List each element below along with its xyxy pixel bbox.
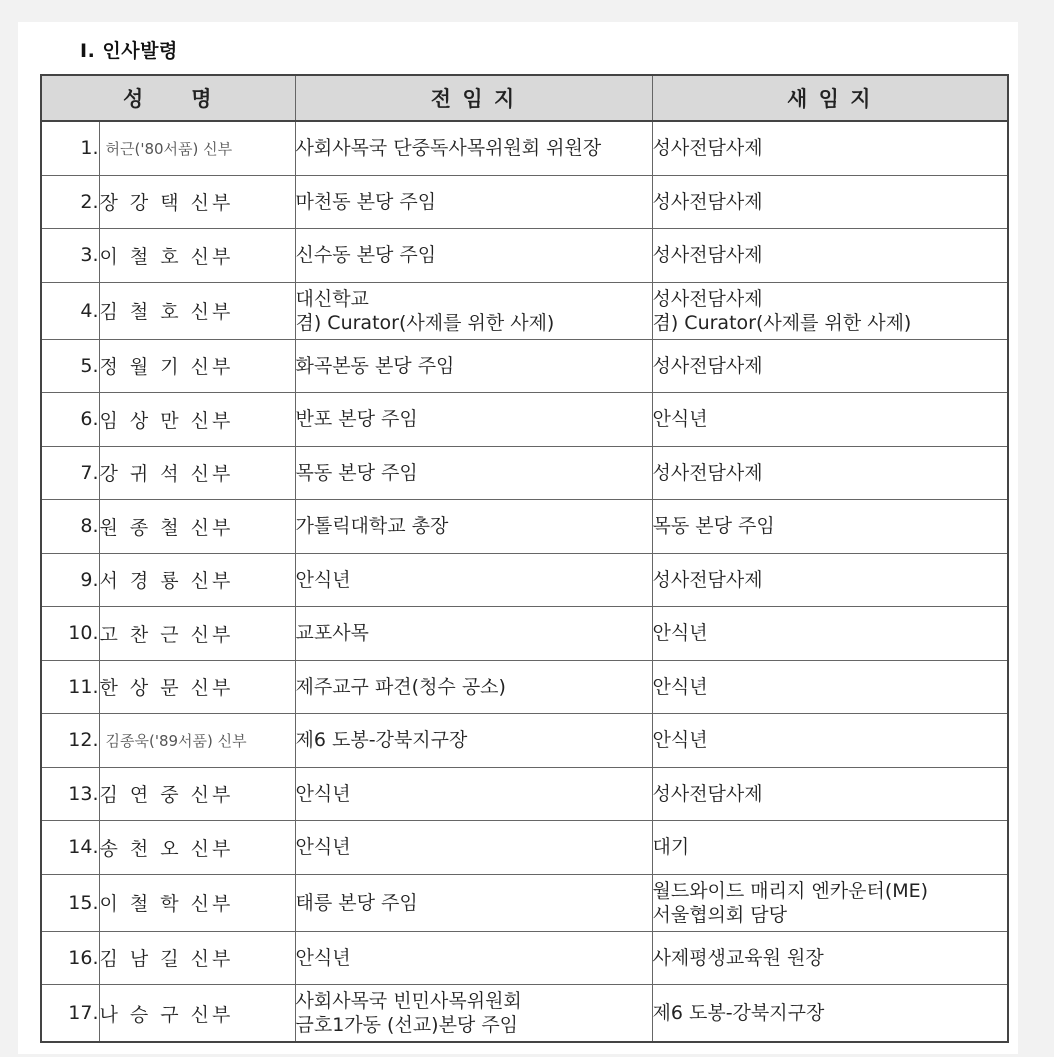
previous-post	[295, 931, 652, 985]
row-number: 12.	[41, 714, 99, 768]
previous-post-line: 마천동 본당 주임	[295, 190, 437, 213]
new-post-line: 성사전담사제	[652, 354, 763, 377]
table-row	[41, 874, 1008, 931]
row-number: 10.	[41, 607, 99, 661]
previous-post	[295, 874, 652, 931]
new-post	[652, 874, 1008, 931]
table-row	[41, 175, 1008, 229]
row-number: 4.	[41, 282, 99, 339]
new-post-line: 성사전담사제	[652, 244, 763, 267]
new-post	[652, 339, 1008, 393]
previous-post	[295, 121, 652, 175]
new-post-line: 성사전담사제	[652, 137, 763, 160]
new-post-line: 성사전담사제	[652, 190, 763, 213]
new-post	[652, 229, 1008, 283]
previous-post	[295, 282, 652, 339]
priest-name: 허근('80서품) 신부	[99, 121, 295, 175]
new-post-line: 성사전담사제	[652, 287, 763, 310]
new-post	[652, 714, 1008, 768]
previous-post	[295, 821, 652, 875]
new-post-line: 목동 본당 주임	[652, 515, 775, 538]
priest-name: 김 철 호 신부	[99, 282, 295, 339]
personnel-table	[40, 74, 1009, 1043]
previous-post-line: 사회사목국 단중독사목위원회 위원장	[295, 137, 602, 160]
previous-post-line: 안식년	[295, 836, 351, 859]
new-post-line: 안식년	[652, 622, 708, 645]
table-row	[41, 714, 1008, 768]
new-post	[652, 282, 1008, 339]
priest-name: 장 강 택 신부	[99, 175, 295, 229]
previous-post	[295, 607, 652, 661]
previous-post-line: 안식년	[295, 568, 351, 591]
priest-name: 강 귀 석 신부	[99, 446, 295, 500]
new-post	[652, 660, 1008, 714]
row-number: 14.	[41, 821, 99, 875]
priest-name: 송 천 오 신부	[99, 821, 295, 875]
new-post-line: 겸) Curator(사제를 위한 사제)	[652, 311, 912, 334]
row-number: 7.	[41, 446, 99, 500]
new-post	[652, 553, 1008, 607]
new-post-line: 성사전담사제	[652, 461, 763, 484]
new-post	[652, 607, 1008, 661]
previous-post-line: 안식년	[295, 946, 351, 969]
previous-post-line: 화곡본동 본당 주임	[295, 354, 455, 377]
header-name-part-2: 명	[191, 87, 214, 111]
new-post	[652, 500, 1008, 554]
new-post-line: 안식년	[652, 729, 708, 752]
table-row	[41, 767, 1008, 821]
previous-post-line: 제주교구 파견(청수 공소)	[295, 675, 506, 698]
previous-post	[295, 393, 652, 447]
row-number: 5.	[41, 339, 99, 393]
row-number: 13.	[41, 767, 99, 821]
new-post	[652, 821, 1008, 875]
new-post	[652, 767, 1008, 821]
new-post-line: 안식년	[652, 675, 708, 698]
priest-name: 김종욱('89서품) 신부	[99, 714, 295, 768]
table-header-row	[41, 75, 1008, 121]
new-post	[652, 121, 1008, 175]
priest-name: 서 경 룡 신부	[99, 553, 295, 607]
previous-post-line: 교포사목	[295, 622, 369, 645]
table-row	[41, 229, 1008, 283]
priest-name: 이 철 호 신부	[99, 229, 295, 283]
previous-post	[295, 175, 652, 229]
priest-name: 한 상 문 신부	[99, 660, 295, 714]
row-number: 3.	[41, 229, 99, 283]
table-row	[41, 660, 1008, 714]
new-post	[652, 446, 1008, 500]
table-row	[41, 985, 1008, 1043]
row-number: 1.	[41, 121, 99, 175]
new-post	[652, 985, 1008, 1043]
section-title: Ⅰ. 인사발령	[80, 40, 178, 62]
new-post-line: 서울협의회 담당	[652, 903, 788, 926]
previous-post-line: 반포 본당 주임	[295, 408, 418, 431]
previous-post-line: 신수동 본당 주임	[295, 244, 437, 267]
new-post	[652, 393, 1008, 447]
header-name-part-1: 성	[122, 87, 146, 111]
previous-post-line: 제6 도봉-강북지구장	[295, 729, 468, 752]
priest-name: 김 연 중 신부	[99, 767, 295, 821]
new-post	[652, 175, 1008, 229]
table-row	[41, 500, 1008, 554]
priest-name: 김 남 길 신부	[99, 931, 295, 985]
row-number: 15.	[41, 874, 99, 931]
priest-name: 나 승 구 신부	[99, 985, 295, 1043]
previous-post-line: 사회사목국 빈민사목위원회	[295, 990, 522, 1012]
priest-name: 이 철 학 신부	[99, 874, 295, 931]
new-post-line: 사제평생교육원 원장	[652, 946, 824, 969]
previous-post-line: 가톨릭대학교 총장	[295, 515, 449, 538]
header-previous-post: 전 임 지	[295, 75, 652, 121]
previous-post	[295, 660, 652, 714]
previous-post-line: 겸) Curator(사제를 위한 사제)	[295, 311, 555, 334]
document-page	[18, 22, 1018, 1054]
table-row	[41, 446, 1008, 500]
new-post-line: 대기	[652, 836, 690, 859]
row-number: 9.	[41, 553, 99, 607]
previous-post	[295, 553, 652, 607]
previous-post	[295, 985, 652, 1043]
previous-post-line: 금호1가동 (선교)본당 주임	[295, 1014, 519, 1036]
previous-post	[295, 500, 652, 554]
previous-post	[295, 446, 652, 500]
priest-name: 정 월 기 신부	[99, 339, 295, 393]
table-row	[41, 931, 1008, 985]
row-number: 11.	[41, 660, 99, 714]
new-post-line: 성사전담사제	[652, 782, 763, 805]
row-number: 16.	[41, 931, 99, 985]
new-post-line: 월드와이드 매리지 엔카운터(ME)	[652, 879, 929, 902]
header-new-post: 새 임 지	[652, 75, 1008, 121]
row-number: 8.	[41, 500, 99, 554]
new-post-line: 안식년	[652, 408, 708, 431]
row-number: 2.	[41, 175, 99, 229]
table-body	[41, 121, 1008, 1042]
table-row	[41, 393, 1008, 447]
table-row	[41, 821, 1008, 875]
table-row	[41, 607, 1008, 661]
previous-post	[295, 339, 652, 393]
previous-post-line: 목동 본당 주임	[295, 461, 418, 484]
table-row	[41, 121, 1008, 175]
table-row	[41, 282, 1008, 339]
previous-post	[295, 714, 652, 768]
previous-post-line: 태릉 본당 주임	[295, 891, 418, 914]
priest-name: 고 찬 근 신부	[99, 607, 295, 661]
previous-post	[295, 229, 652, 283]
row-number: 17.	[41, 985, 99, 1043]
new-post-line: 제6 도봉-강북지구장	[652, 1002, 825, 1024]
table-row	[41, 553, 1008, 607]
new-post	[652, 931, 1008, 985]
previous-post-line: 대신학교	[295, 287, 369, 310]
previous-post	[295, 767, 652, 821]
new-post-line: 성사전담사제	[652, 568, 763, 591]
row-number: 6.	[41, 393, 99, 447]
table-row	[41, 339, 1008, 393]
priest-name: 임 상 만 신부	[99, 393, 295, 447]
priest-name: 원 종 철 신부	[99, 500, 295, 554]
previous-post-line: 안식년	[295, 782, 351, 805]
header-name	[41, 75, 295, 121]
